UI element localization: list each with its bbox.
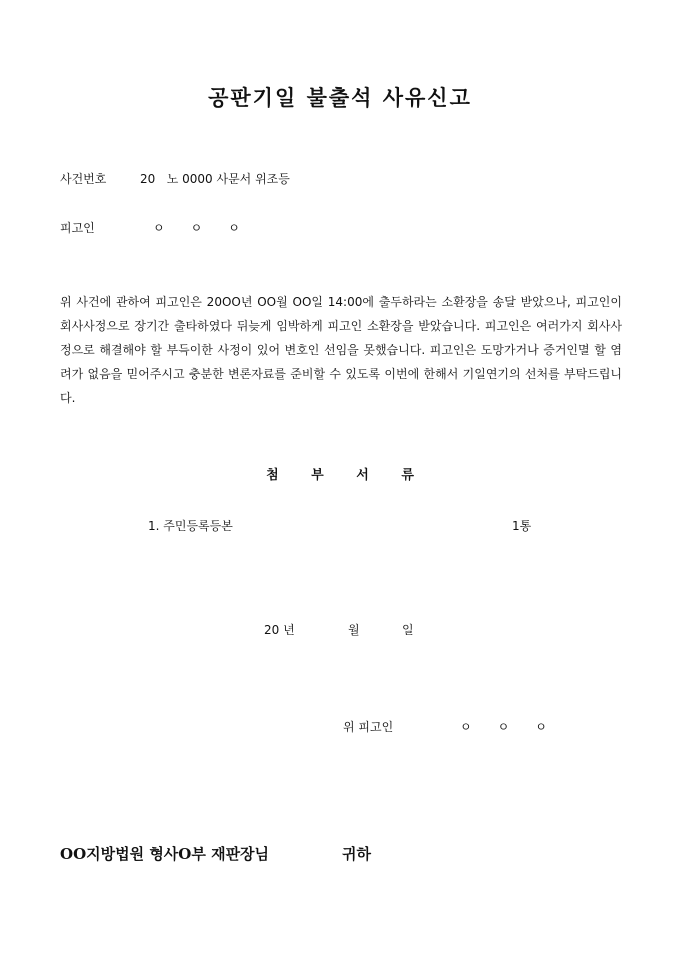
case-number-value: 20 노 0000 사문서 위조등 bbox=[140, 172, 290, 186]
date-day: 일 bbox=[402, 623, 414, 637]
defendant-label: 피고인 bbox=[60, 221, 95, 235]
addressee-honorific: 귀하 bbox=[342, 845, 371, 863]
name-mark: ㅇ bbox=[460, 720, 472, 734]
name-mark: ㅇ bbox=[228, 221, 240, 235]
date-month: 월 bbox=[348, 623, 360, 637]
name-mark: ㅇ bbox=[535, 720, 547, 734]
name-mark: ㅇ bbox=[190, 221, 203, 235]
attachment-item: 1. 주민등록등본 bbox=[148, 519, 233, 533]
statement-paragraph: 위 사건에 관하여 피고인은 20OO년 OO월 OO일 14:00에 출두하라는 소환장을 송달 받았으나, 피고인이 회사사정으로 장기간 출타하였다 뒤늦게 임박하게 피고인 소환장을 받았습니다. 피고인은 여러가지 회사사정으로 해결해야 할 부득이한 사정이 있어 변호인 선임을 못했습니다. 피고인은 도망가거나 증거인멸 할 염려가 없음을 믿어주시고 충분한 변론자료를 준비할 수 있도록 이번에 한해서 기일연기의 선처를 부탁드립니다. bbox=[60, 295, 622, 405]
attachment-quantity: 1통 bbox=[512, 519, 532, 533]
court-addressee: OO지방법원 형사O부 재판장님 bbox=[60, 845, 270, 863]
signer-name-marks bbox=[460, 718, 573, 735]
name-mark: ㅇ bbox=[497, 720, 510, 734]
case-number-label: 사건번호 bbox=[60, 172, 107, 186]
attachments-title: 첨 부 서 류 bbox=[266, 468, 414, 483]
statement-body bbox=[60, 290, 622, 410]
signer-label: 위 피고인 bbox=[343, 720, 394, 734]
date-year: 20 년 bbox=[264, 623, 295, 637]
document-title: 공판기일 불출석 사유신고 bbox=[208, 85, 472, 110]
defendant-name-marks bbox=[153, 219, 266, 236]
name-mark: ㅇ bbox=[153, 221, 165, 235]
